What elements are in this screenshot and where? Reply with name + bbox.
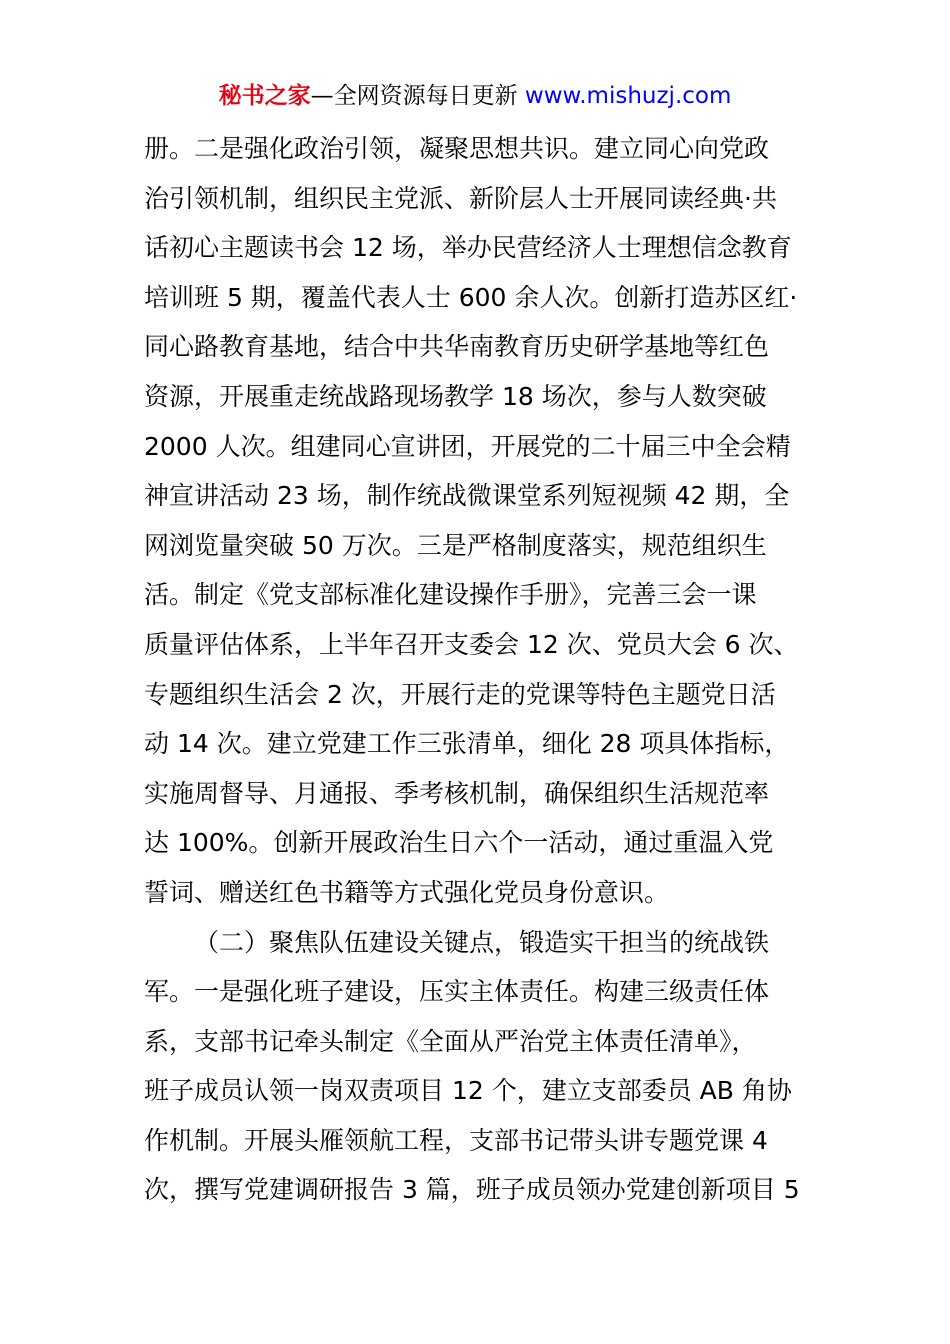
- text-line: 同心路教育基地，结合中共华南教育历史研学基地等红色: [144, 332, 770, 362]
- text-line: 2000 人次。组建同心宣讲团，开展党的二十届三中全会精: [144, 431, 791, 461]
- text-line: 实施周督导、月通报、季考核机制，确保组织生活规范率: [144, 778, 770, 808]
- brand-name: 秘书之家: [218, 83, 311, 109]
- site-link[interactable]: www.mishuzj.com: [524, 83, 732, 109]
- text-line: 话初心主题读书会 12 场，举办民营经济人士理想信念教育: [144, 233, 792, 263]
- document-body: [144, 124, 814, 1215]
- header-slogan: —全网资源每日更新: [310, 83, 525, 109]
- text-line: 培训班 5 期，覆盖代表人士 600 余人次。创新打造苏区红·: [144, 282, 798, 312]
- text-line: 活。制定《党支部标准化建设操作手册》，完善三会一课: [144, 580, 757, 610]
- text-line: 次，撰写党建调研报告 3 篇，班子成员领办党建创新项目 5: [144, 1175, 800, 1205]
- text-line: 班子成员认领一岗双责项目 12 个，建立支部委员 AB 角协: [144, 1076, 792, 1106]
- text-line: 作机制。开展头雁领航工程，支部书记带头讲专题党课 4: [144, 1125, 768, 1155]
- page-header: [0, 80, 950, 112]
- text-line: 册。二是强化政治引领，凝聚思想共识。建立同心向党政: [144, 134, 770, 163]
- text-line: 神宣讲活动 23 场，制作统战微课堂系列短视频 42 期，全: [144, 481, 790, 511]
- text-line: 质量评估体系，上半年召开支委会 12 次、党员大会 6 次、: [144, 629, 799, 659]
- text-line: 达 100%。创新开展政治生日六个一活动，通过重温入党: [144, 828, 774, 858]
- text-line: 专题组织生活会 2 次，开展行走的党课等特色主题党日活: [144, 679, 776, 709]
- text-line: 军。一是强化班子建设，压实主体责任。构建三级责任体: [144, 977, 770, 1007]
- section-heading-line: （二）聚焦队伍建设关键点，锻造实干担当的统战铁: [194, 927, 770, 957]
- text-line: 誓词、赠送红色书籍等方式强化党员身份意识。: [144, 877, 670, 907]
- text-line: 网浏览量突破 50 万次。三是严格制度落实，规范组织生: [144, 530, 767, 560]
- text-line: 资源，开展重走统战路现场教学 18 场次，参与人数突破: [144, 381, 767, 411]
- text-line: 系，支部书记牵头制定《全面从严治党主体责任清单》，: [144, 1026, 757, 1056]
- text-line: 动 14 次。建立党建工作三张清单，细化 28 项具体指标，: [144, 729, 790, 759]
- text-line: 治引领机制，组织民主党派、新阶层人士开展同读经典·共: [144, 183, 777, 213]
